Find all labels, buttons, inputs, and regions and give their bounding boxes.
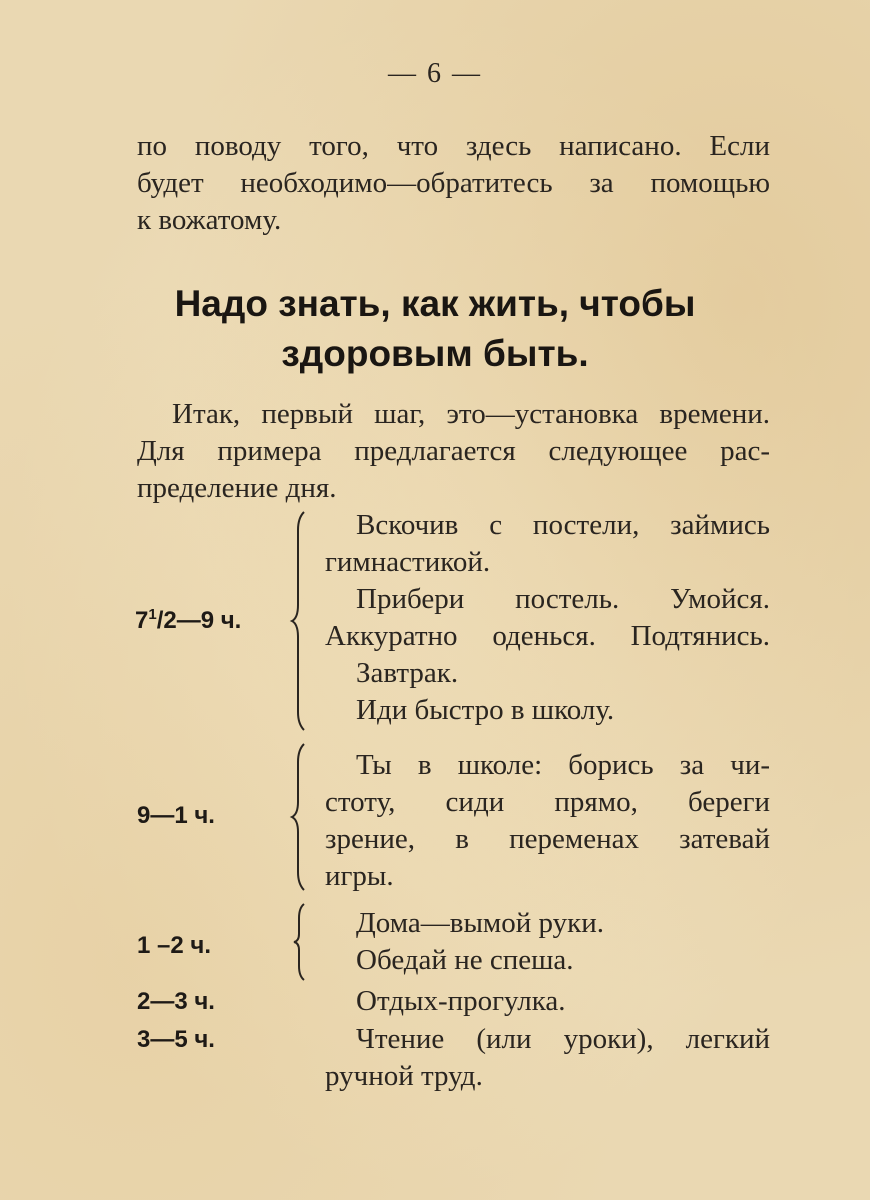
schedule-brace-2 — [286, 742, 314, 892]
schedule-5-line-2: ручной труд. — [325, 1060, 483, 1092]
intro-line-3: к вожатому. — [137, 204, 282, 236]
schedule-4-line-1: Отдых-прогулка. — [356, 985, 566, 1017]
schedule-time-2: 9—1 ч. — [137, 802, 215, 829]
schedule-1-line-4: Аккуратно оденься. Подтянись. — [325, 620, 770, 652]
intro-line-1: по поводу того, что здесь написано. Если — [137, 130, 770, 162]
schedule-5-line-1: Чтение (или уроки), легкий — [356, 1023, 770, 1055]
page-number: — 6 — — [388, 58, 482, 89]
schedule-2-line-2: стоту, сиди прямо, береги — [325, 786, 770, 818]
schedule-brace-3 — [288, 902, 312, 982]
schedule-2-line-3: зрение, в переменах затевай — [325, 823, 770, 855]
schedule-1-line-2: гимнастикой. — [325, 546, 491, 578]
intro-line-2: будет необходимо—обратитесь за помощью — [137, 167, 770, 199]
section-heading-line-2: здоровым быть. — [281, 333, 589, 374]
schedule-time-5: 3—5 ч. — [137, 1026, 215, 1053]
schedule-brace-1 — [286, 510, 314, 732]
paragraph-line-2: Для примера предлагается следующее рас- — [137, 435, 770, 467]
schedule-time-1: $7^1/2—9$ ч. — [135, 606, 242, 634]
schedule-time-3: 1 –2 ч. — [137, 932, 211, 959]
paragraph-line-1: Итак, первый шаг, это—установка времени. — [172, 398, 770, 430]
schedule-1-line-3: Прибери постель. Умойся. — [356, 583, 770, 615]
schedule-1-line-1: Вскочив с постели, займись — [356, 509, 770, 541]
schedule-time-4: 2—3 ч. — [137, 988, 215, 1015]
section-heading-line-1: Надо знать, как жить, чтобы — [174, 283, 696, 324]
paragraph-line-3: пределение дня. — [137, 472, 337, 504]
schedule-1-line-6: Иди быстро в школу. — [356, 694, 615, 726]
schedule-3-line-1: Дома—вымой руки. — [356, 907, 605, 939]
schedule-3-line-2: Обедай не спеша. — [356, 944, 574, 976]
schedule-2-line-4: игры. — [325, 860, 394, 892]
schedule-2-line-1: Ты в школе: борись за чи- — [356, 749, 770, 781]
schedule-1-line-5: Завтрак. — [356, 657, 459, 689]
